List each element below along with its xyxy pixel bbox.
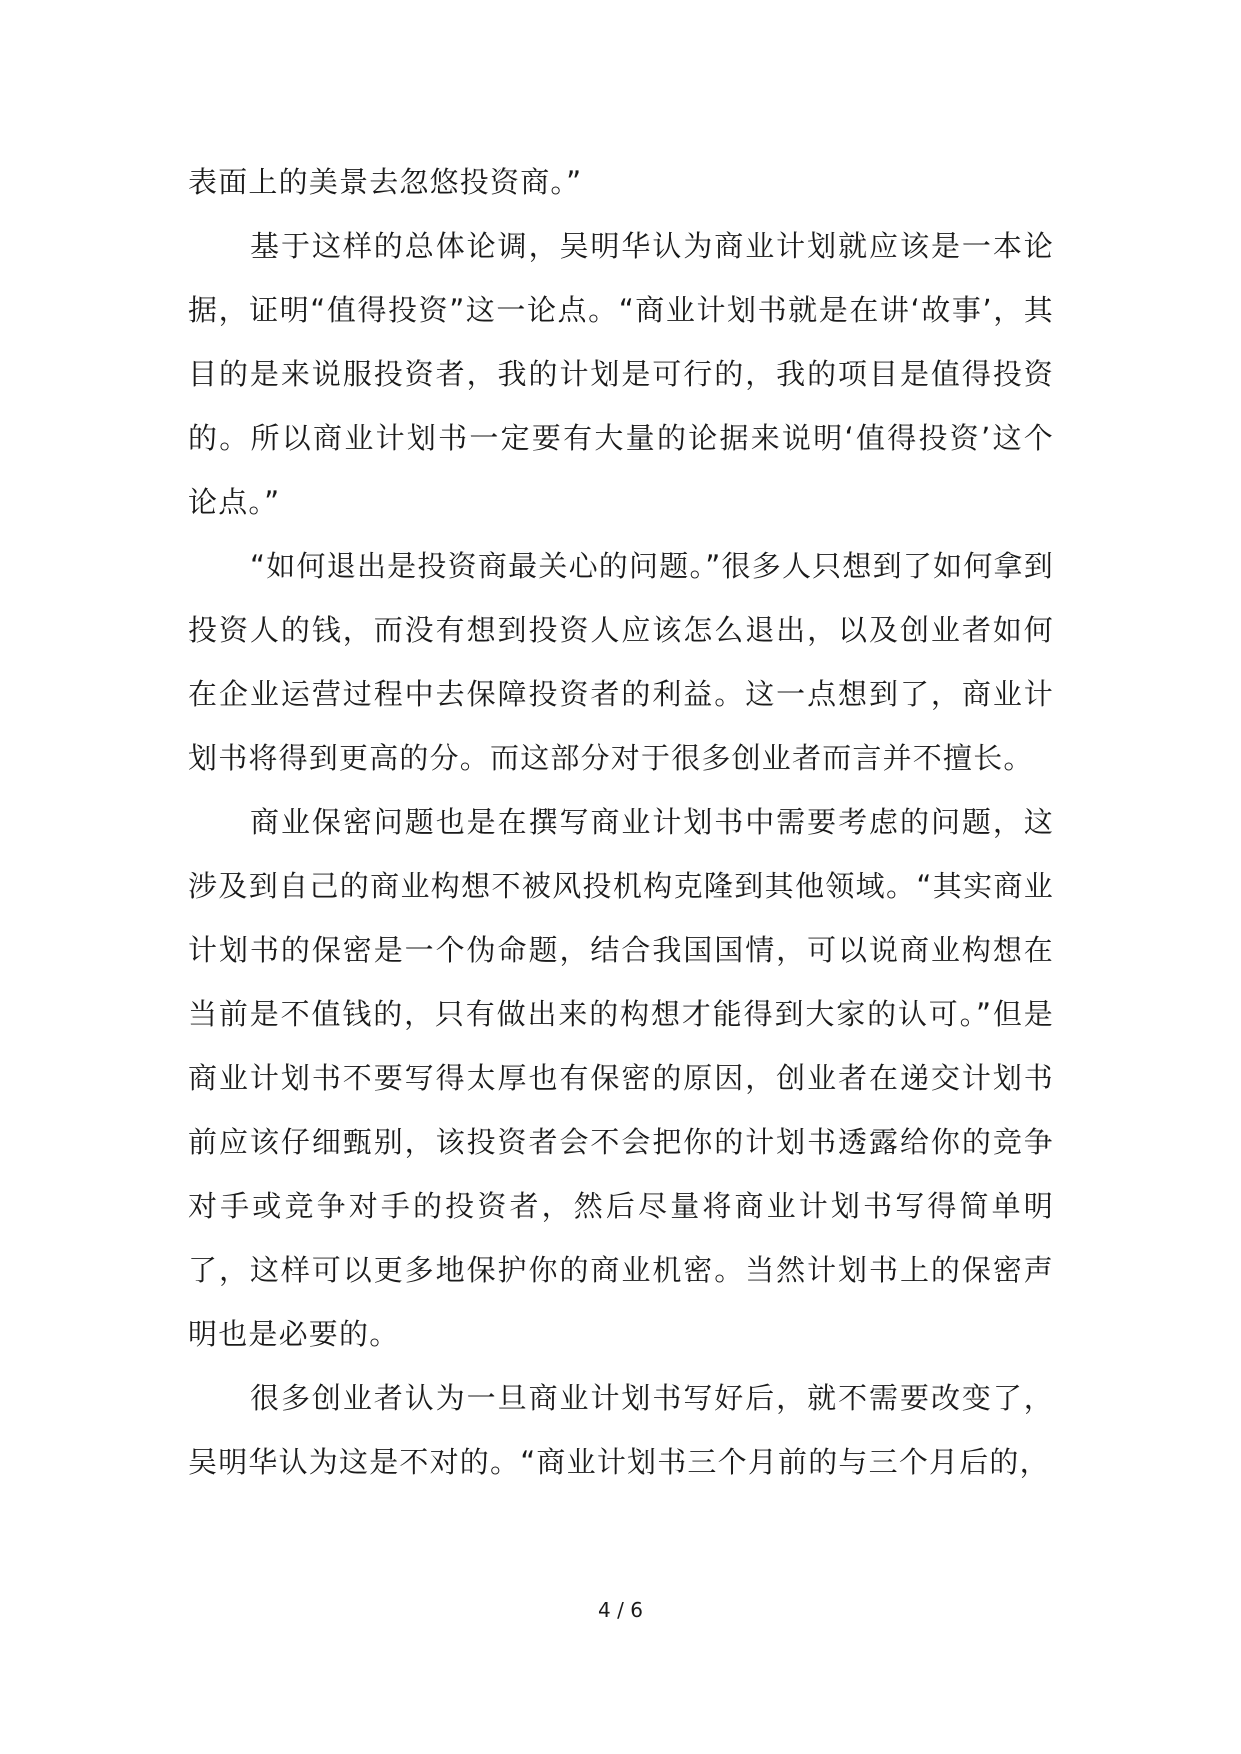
paragraph-4: 商业保密问题也是在撰写商业计划书中需要考虑的问题，这涉及到自己的商业构想不被风投机构克隆到其他领域。“其实商业计划书的保密是一个伪命题，结合我国国情，可以说商业构想在当前是不值钱的，只有做出来的构想才能得到大家的认可。”但是商业计划书不要写得太厚也有保密的原因，创业者在递交计划书前应该仔细甄别，该投资者会不会把你的计划书透露给你的竞争对手或竞争对手的投资者，然后尽量将商业计划书写得简单明了，这样可以更多地保护你的商业机密。当然计划书上的保密声明也是必要的。: [188, 805, 1054, 1351]
page-number: 4 / 6: [598, 1598, 643, 1622]
document-body: [188, 150, 1054, 1494]
paragraph-3: “如何退出是投资商最关心的问题。”很多人只想到了如何拿到投资人的钱，而没有想到投资人应该怎么退出，以及创业者如何在企业运营过程中去保障投资者的利益。这一点想到了，商业计划书将得到更高的分。而这部分对于很多创业者而言并不擅长。: [188, 549, 1054, 775]
paragraph-2: 基于这样的总体论调，吴明华认为商业计划就应该是一本论据，证明“值得投资”这一论点。“商业计划书就是在讲‘故事’，其目的是来说服投资者，我的计划是可行的，我的项目是值得投资的。所以商业计划书一定要有大量的论据来说明‘值得投资’这个论点。”: [188, 229, 1054, 519]
paragraph-5: 很多创业者认为一旦商业计划书写好后，就不需要改变了，吴明华认为这是不对的。“商业计划书三个月前的与三个月后的，: [188, 1381, 1054, 1479]
paragraph-1: 表面上的美景去忽悠投资商。”: [188, 165, 583, 199]
